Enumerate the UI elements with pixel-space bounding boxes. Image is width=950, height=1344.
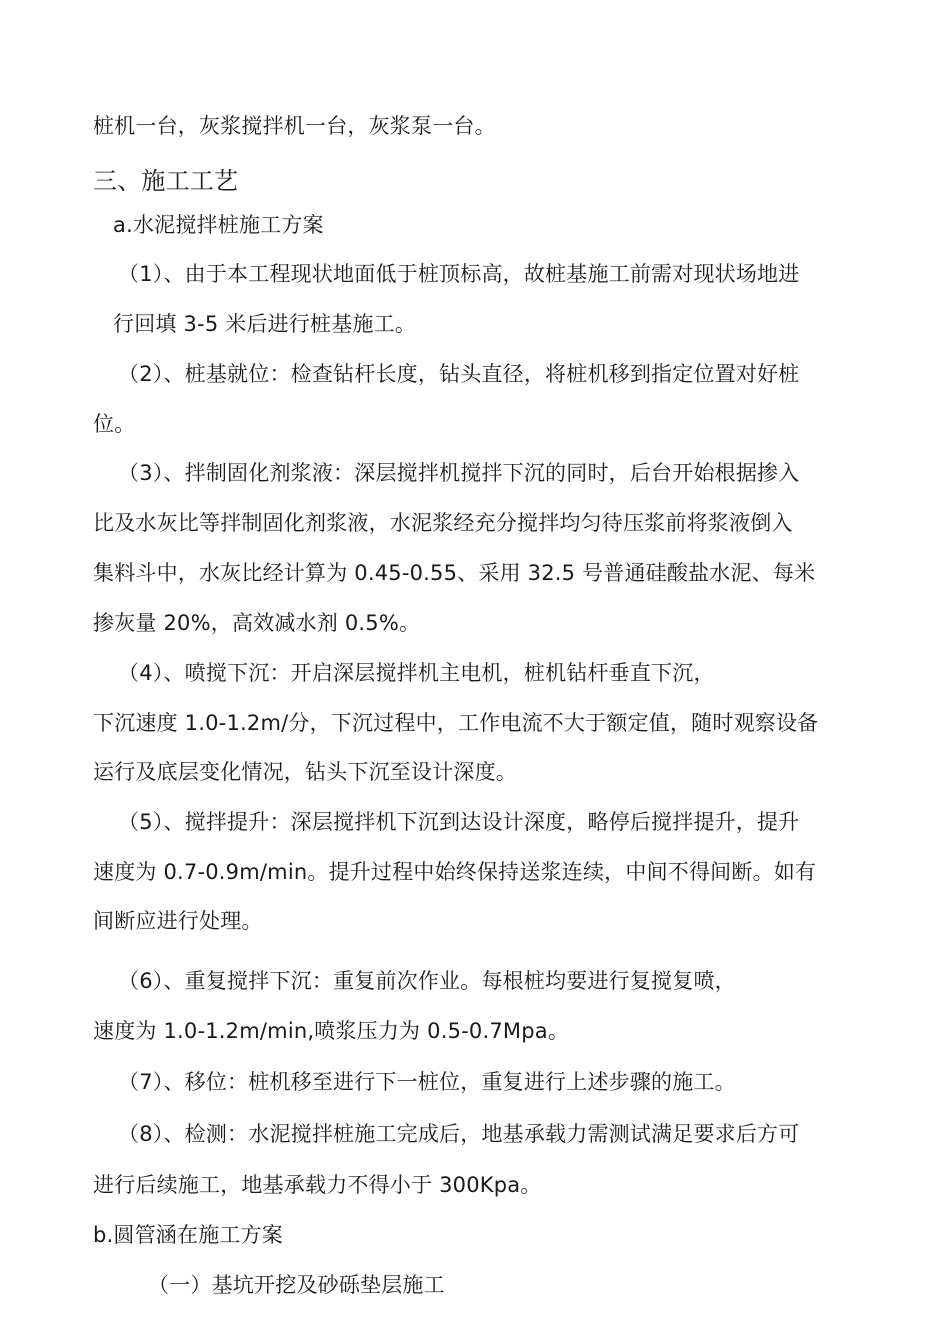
subsection-a-title: a.水泥搅拌桩施工方案	[113, 213, 324, 237]
step-4-line-2: 下沉速度 1.0-1.2m/分，下沉过程中，工作电流不大于额定值，随时观察设备	[93, 711, 819, 735]
step-3-line-1: （3）、拌制固化剂浆液：深层搅拌机搅拌下沉的同时，后台开始根据掺入	[118, 461, 800, 485]
step-5-line-1: （5）、搅拌提升：深层搅拌机下沉到达设计深度，略停后搅拌提升，提升	[118, 810, 800, 834]
subsection-b-title: b.圆管涵在施工方案	[93, 1223, 284, 1247]
subsection-b-item-1: （一）基坑开挖及砂砾垫层施工	[148, 1273, 445, 1297]
step-3-line-3: 集料斗中，水灰比经计算为 0.45-0.55、采用 32.5 号普通硅酸盐水泥、每米	[93, 561, 816, 585]
step-6-line-1: （6）、重复搅拌下沉：重复前次作业。每根桩均要进行复搅复喷，	[118, 969, 736, 993]
step-2-line-1: （2）、桩基就位：检查钻杆长度，钻头直径，将桩机移到指定位置对好桩	[118, 362, 800, 386]
step-7-line-1: （7）、移位：桩机移至进行下一桩位，重复进行上述步骤的施工。	[118, 1070, 736, 1094]
step-5-line-2: 速度为 0.7-0.9m/min。提升过程中始终保持送浆连续，中间不得间断。如有	[93, 860, 817, 884]
step-4-line-3: 运行及底层变化情况，钻头下沉至设计深度。	[93, 760, 517, 784]
step-8-line-2: 进行后续施工，地基承载力不得小于 300Kpa。	[93, 1173, 542, 1197]
step-3-line-4: 掺灰量 20%，高效减水剂 0.5%。	[93, 611, 421, 635]
step-1-line-2: 行回填 3-5 米后进行桩基施工。	[113, 312, 417, 336]
step-2-line-2: 位。	[93, 412, 136, 436]
step-3-line-2: 比及水灰比等拌制固化剂浆液，水泥浆经充分搅拌均匀待压浆前将浆液倒入	[93, 511, 793, 535]
step-6-line-2: 速度为 1.0-1.2m/min,喷浆压力为 0.5-0.7Mpa。	[93, 1019, 570, 1043]
equipment-line: 桩机一台，灰浆搅拌机一台，灰浆泵一台。	[93, 114, 496, 138]
step-1-line-1: （1）、由于本工程现状地面低于桩顶标高，故桩基施工前需对现状场地进	[118, 262, 800, 286]
step-8-line-1: （8）、检测：水泥搅拌桩施工完成后，地基承载力需测试满足要求后方可	[118, 1122, 800, 1146]
step-4-line-1: （4）、喷搅下沉：开启深层搅拌机主电机，桩机钻杆垂直下沉，	[118, 661, 715, 685]
step-5-line-3: 间断应进行处理。	[93, 909, 263, 933]
section-heading: 三、施工工艺	[93, 167, 239, 195]
